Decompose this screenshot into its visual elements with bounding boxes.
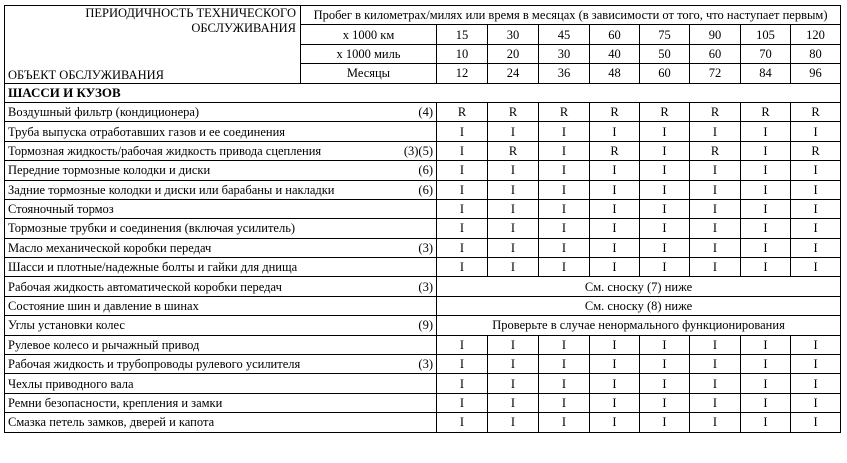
table-row: [5, 393, 841, 412]
header-interval-value: 70: [741, 44, 791, 63]
table-row: [5, 238, 841, 257]
item-action-cell: I: [488, 199, 539, 218]
item-action-cell: I: [488, 258, 539, 277]
header-interval-value: 90: [690, 25, 741, 44]
item-action-cell: I: [590, 238, 640, 257]
item-note: (3)(5): [301, 141, 437, 160]
table-row: [5, 316, 841, 335]
item-note: [301, 413, 437, 432]
header-interval-value: 120: [791, 25, 841, 44]
item-action-cell: R: [590, 102, 640, 121]
table-row: [5, 122, 841, 141]
item-action-cell: I: [791, 413, 841, 432]
header-interval-value: 48: [590, 64, 640, 83]
table-row: [5, 141, 841, 160]
item-action-cell: I: [539, 374, 590, 393]
item-action-cell: I: [539, 141, 590, 160]
item-action-cell: I: [437, 141, 488, 160]
item-action-cell: I: [690, 122, 741, 141]
header-interval-value: 20: [488, 44, 539, 63]
item-action-cell: I: [488, 161, 539, 180]
item-action-cell: I: [791, 238, 841, 257]
item-note: (9): [301, 316, 437, 335]
item-action-cell: I: [437, 393, 488, 412]
header-object-label: ОБЪЕКТ ОБСЛУЖИВАНИЯ: [5, 44, 301, 83]
item-name: Рабочая жидкость и трубопроводы рулевого усилителя: [5, 355, 301, 374]
item-action-cell: I: [539, 122, 590, 141]
item-action-cell: R: [690, 141, 741, 160]
table-row: [5, 219, 841, 238]
item-action-cell: I: [488, 355, 539, 374]
item-action-cell: I: [741, 219, 791, 238]
item-note: [301, 393, 437, 412]
item-note: (4): [301, 102, 437, 121]
item-action-cell: I: [539, 219, 590, 238]
item-action-cell: I: [690, 161, 741, 180]
item-name: Труба выпуска отработавших газов и ее соединения: [5, 122, 301, 141]
header-interval-row: [5, 44, 841, 63]
item-action-cell: R: [791, 141, 841, 160]
table-row: [5, 355, 841, 374]
item-name: Стояночный тормоз: [5, 199, 301, 218]
item-action-cell: I: [690, 374, 741, 393]
item-action-cell: I: [539, 355, 590, 374]
item-action-cell: I: [741, 141, 791, 160]
table-row: [5, 161, 841, 180]
item-action-cell: I: [690, 413, 741, 432]
item-action-cell: I: [539, 258, 590, 277]
item-action-cell: I: [640, 180, 690, 199]
item-action-cell: I: [488, 122, 539, 141]
item-action-cell: I: [791, 335, 841, 354]
item-action-cell: R: [437, 102, 488, 121]
item-action-cell: I: [640, 161, 690, 180]
item-name: Тормозная жидкость/рабочая жидкость привода сцепления: [5, 141, 301, 160]
item-action-cell: I: [539, 393, 590, 412]
header-title-line2: ОБСЛУЖИВАНИЯ: [191, 21, 296, 35]
item-note: [301, 258, 437, 277]
item-action-cell: I: [791, 122, 841, 141]
item-note: (3): [301, 355, 437, 374]
item-action-cell: I: [690, 238, 741, 257]
item-action-cell: I: [590, 258, 640, 277]
item-action-cell: I: [690, 355, 741, 374]
item-action-cell: I: [690, 393, 741, 412]
item-action-cell: I: [437, 258, 488, 277]
header-interval-value: 60: [690, 44, 741, 63]
item-action-cell: I: [437, 335, 488, 354]
item-action-cell: I: [791, 393, 841, 412]
item-action-cell: I: [791, 355, 841, 374]
header-interval-value: 15: [437, 25, 488, 44]
header-interval-value: 30: [488, 25, 539, 44]
item-note: [301, 374, 437, 393]
item-action-cell: I: [690, 335, 741, 354]
item-action-cell: I: [690, 258, 741, 277]
header-interval-value: 60: [640, 64, 690, 83]
item-action-cell: I: [741, 199, 791, 218]
item-action-cell: I: [690, 219, 741, 238]
item-note: (3): [301, 238, 437, 257]
item-note: (6): [301, 161, 437, 180]
item-action-cell: I: [488, 238, 539, 257]
table-row: [5, 296, 841, 315]
item-action-cell: I: [791, 161, 841, 180]
item-action-cell: I: [539, 238, 590, 257]
item-action-cell: I: [590, 122, 640, 141]
item-action-cell: I: [590, 374, 640, 393]
item-action-cell: I: [741, 393, 791, 412]
item-note: [301, 199, 437, 218]
item-action-cell: I: [640, 355, 690, 374]
item-action-cell: I: [437, 355, 488, 374]
item-action-cell: I: [539, 335, 590, 354]
header-interval-label: x 1000 км: [301, 25, 437, 44]
item-action-cell: R: [590, 141, 640, 160]
header-interval-value: 10: [437, 44, 488, 63]
item-action-cell: I: [741, 374, 791, 393]
header-interval-value: 105: [741, 25, 791, 44]
item-action-cell: R: [690, 102, 741, 121]
item-action-cell: I: [590, 355, 640, 374]
item-action-cell: I: [488, 335, 539, 354]
header-interval-value: 40: [590, 44, 640, 63]
item-name: Рабочая жидкость автоматической коробки передач: [5, 277, 301, 296]
header-interval-value: 96: [791, 64, 841, 83]
item-action-cell: I: [741, 355, 791, 374]
item-action-cell: I: [640, 199, 690, 218]
item-action-cell: I: [640, 238, 690, 257]
table-row: [5, 335, 841, 354]
item-note: [301, 296, 437, 315]
item-action-cell: R: [741, 102, 791, 121]
header-interval-value: 36: [539, 64, 590, 83]
item-action-cell: I: [437, 180, 488, 199]
header-interval-value: 80: [791, 44, 841, 63]
item-action-cell: I: [437, 199, 488, 218]
item-action-cell: I: [741, 335, 791, 354]
item-action-cell: R: [488, 102, 539, 121]
item-action-cell: I: [590, 413, 640, 432]
item-action-cell: I: [640, 141, 690, 160]
item-action-cell: I: [590, 199, 640, 218]
item-action-cell: I: [741, 122, 791, 141]
header-interval-label: x 1000 миль: [301, 44, 437, 63]
item-action-cell: I: [640, 393, 690, 412]
item-name: Рулевое колесо и рычажный привод: [5, 335, 301, 354]
item-action-cell: I: [437, 413, 488, 432]
item-action-cell: I: [791, 180, 841, 199]
item-action-cell: I: [590, 219, 640, 238]
item-action-cell: R: [488, 141, 539, 160]
item-name: Ремни безопасности, крепления и замки: [5, 393, 301, 412]
header-interval-value: 50: [640, 44, 690, 63]
item-name: Чехлы приводного вала: [5, 374, 301, 393]
header-description: Пробег в километрах/милях или время в месяцах (в зависимости от того, что наступает первым): [301, 6, 841, 25]
item-name: Тормозные трубки и соединения (включая усилитель): [5, 219, 301, 238]
item-action-cell: I: [640, 122, 690, 141]
item-action-cell: I: [590, 180, 640, 199]
header-row-title: [5, 6, 841, 25]
item-footnote-reference: Проверьте в случае ненормального функционирования: [437, 316, 841, 335]
item-action-cell: I: [437, 122, 488, 141]
header-interval-value: 84: [741, 64, 791, 83]
item-note: (3): [301, 277, 437, 296]
item-action-cell: I: [539, 161, 590, 180]
table-row: [5, 374, 841, 393]
header-interval-label: Месяцы: [301, 64, 437, 83]
item-note: [301, 335, 437, 354]
item-action-cell: I: [791, 374, 841, 393]
table-row: [5, 413, 841, 432]
maintenance-table: [4, 5, 841, 433]
item-name: Воздушный фильтр (кондиционера): [5, 102, 301, 121]
table-row: [5, 180, 841, 199]
item-action-cell: I: [640, 374, 690, 393]
item-action-cell: I: [791, 199, 841, 218]
table-row: [5, 277, 841, 296]
item-name: Углы установки колес: [5, 316, 301, 335]
item-action-cell: I: [741, 161, 791, 180]
item-name: Шасси и плотные/надежные болты и гайки для днища: [5, 258, 301, 277]
header-interval-value: 75: [640, 25, 690, 44]
item-action-cell: I: [590, 393, 640, 412]
header-title-line1: ПЕРИОДИЧНОСТЬ ТЕХНИЧЕСКОГО: [85, 6, 296, 20]
header-interval-value: 24: [488, 64, 539, 83]
table-row: [5, 199, 841, 218]
item-action-cell: R: [640, 102, 690, 121]
item-action-cell: I: [437, 219, 488, 238]
item-note: (6): [301, 180, 437, 199]
item-action-cell: I: [791, 258, 841, 277]
item-action-cell: I: [437, 238, 488, 257]
item-action-cell: I: [539, 413, 590, 432]
header-interval-value: 72: [690, 64, 741, 83]
item-action-cell: I: [437, 374, 488, 393]
item-name: Смазка петель замков, дверей и капота: [5, 413, 301, 432]
item-action-cell: I: [539, 180, 590, 199]
item-note: [301, 122, 437, 141]
item-name: Передние тормозные колодки и диски: [5, 161, 301, 180]
header-interval-value: 12: [437, 64, 488, 83]
item-action-cell: I: [741, 238, 791, 257]
item-footnote-reference: См. сноску (8) ниже: [437, 296, 841, 315]
item-footnote-reference: См. сноску (7) ниже: [437, 277, 841, 296]
item-note: [301, 219, 437, 238]
item-action-cell: I: [690, 199, 741, 218]
item-action-cell: I: [741, 413, 791, 432]
item-action-cell: I: [488, 374, 539, 393]
item-action-cell: I: [488, 219, 539, 238]
header-interval-value: 30: [539, 44, 590, 63]
item-action-cell: R: [791, 102, 841, 121]
table-row: [5, 102, 841, 121]
table-row: [5, 258, 841, 277]
item-action-cell: I: [741, 180, 791, 199]
item-action-cell: I: [488, 180, 539, 199]
item-action-cell: I: [690, 180, 741, 199]
header-interval-value: 60: [590, 25, 640, 44]
item-action-cell: R: [539, 102, 590, 121]
item-action-cell: I: [437, 161, 488, 180]
item-name: Состояние шин и давление в шинах: [5, 296, 301, 315]
item-action-cell: I: [590, 335, 640, 354]
item-action-cell: I: [640, 219, 690, 238]
item-action-cell: I: [640, 335, 690, 354]
item-action-cell: I: [791, 219, 841, 238]
item-name: Масло механической коробки передач: [5, 238, 301, 257]
item-action-cell: I: [488, 393, 539, 412]
section-row: [5, 83, 841, 102]
maintenance-schedule-sheet: [4, 5, 841, 433]
item-action-cell: I: [590, 161, 640, 180]
item-name: Задние тормозные колодки и диски или барабаны и накладки: [5, 180, 301, 199]
item-action-cell: I: [539, 199, 590, 218]
item-action-cell: I: [488, 413, 539, 432]
header-interval-value: 45: [539, 25, 590, 44]
item-action-cell: I: [640, 258, 690, 277]
section-title: ШАССИ И КУЗОВ: [5, 83, 841, 102]
item-action-cell: I: [640, 413, 690, 432]
item-action-cell: I: [741, 258, 791, 277]
header-title-cell: [5, 6, 301, 45]
